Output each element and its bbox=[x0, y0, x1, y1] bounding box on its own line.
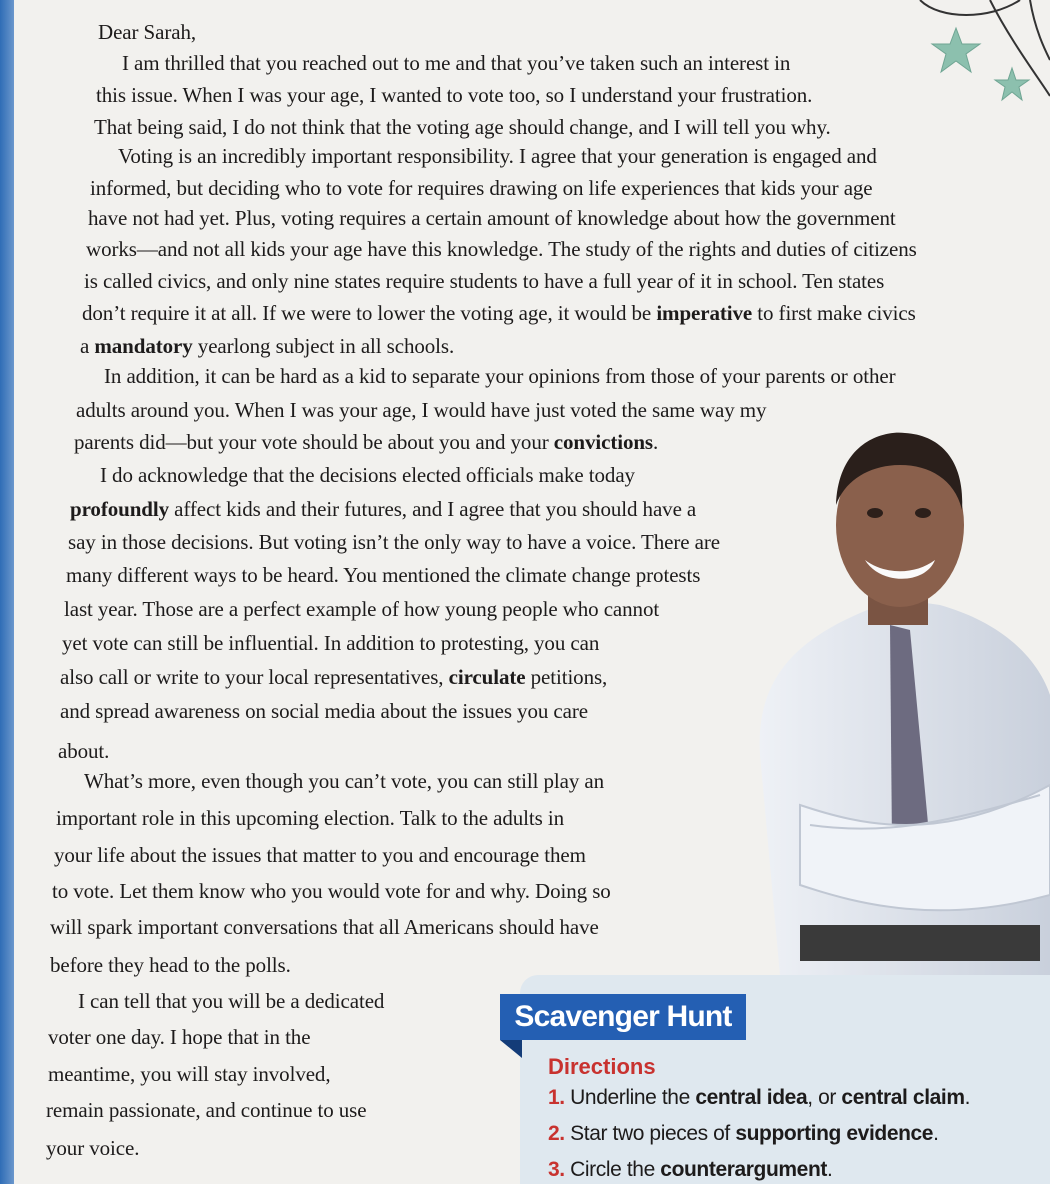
letter-line bbox=[50, 914, 599, 940]
letter-text: I do acknowledge that the decisions elected officials make today bbox=[100, 463, 635, 487]
letter-line bbox=[66, 562, 700, 588]
letter-text: meantime, you will stay involved, bbox=[48, 1062, 331, 1086]
letter-text: before they head to the polls. bbox=[50, 953, 291, 977]
direction-item bbox=[548, 1086, 970, 1110]
letter-text: last year. Those are a perfect example of how young people who cannot bbox=[64, 597, 660, 621]
letter-text: works—and not all kids your age have this knowledge. The study of the rights and duties of citizens bbox=[86, 237, 917, 261]
letter-text: to vote. Let them know who you would vote for and why. Doing so bbox=[52, 879, 611, 903]
vocab-word: imperative bbox=[656, 301, 753, 325]
letter-text: is called civics, and only nine states require students to have a full year of it in school. Ten states bbox=[84, 269, 885, 293]
letter-line bbox=[104, 363, 895, 389]
letter-text: What’s more, even though you can’t vote, you can still play an bbox=[84, 769, 605, 793]
letter-text: affect kids and their futures, and I agree that you should have a bbox=[169, 497, 697, 521]
direction-text: Star two pieces of bbox=[570, 1122, 736, 1145]
letter-line bbox=[62, 630, 599, 656]
letter-text: voter one day. I hope that in the bbox=[48, 1025, 311, 1049]
letter-line bbox=[48, 1024, 310, 1050]
letter-text: a bbox=[80, 334, 95, 358]
letter-text: informed, but deciding who to vote for requires drawing on life experiences that kids your age bbox=[90, 176, 873, 200]
letter-text: also call or write to your local representatives, bbox=[60, 665, 449, 689]
direction-number: 2. bbox=[548, 1122, 565, 1145]
letter-line bbox=[54, 842, 586, 868]
letter-line bbox=[76, 397, 766, 423]
letter-line bbox=[90, 175, 873, 201]
letter-text: I can tell that you will be a dedicated bbox=[78, 989, 385, 1013]
letter-greeting: Dear Sarah, bbox=[98, 20, 197, 44]
directions-heading: Directions bbox=[548, 1054, 656, 1079]
letter-line bbox=[86, 236, 917, 262]
letter-line bbox=[64, 596, 659, 622]
direction-keyword: counterargument bbox=[660, 1158, 827, 1181]
letter-text: adults around you. When I was your age, I would have just voted the same way my bbox=[76, 398, 767, 422]
letter-line bbox=[74, 429, 658, 455]
banner-fold bbox=[500, 1040, 522, 1058]
direction-text: . bbox=[826, 1158, 833, 1181]
direction-text: Circle the bbox=[570, 1158, 661, 1181]
letter-line bbox=[70, 496, 696, 522]
letter-text: many different ways to be heard. You mentioned the climate change protests bbox=[66, 563, 701, 587]
direction-text: . bbox=[933, 1122, 939, 1145]
scavenger-hunt-title: Scavenger Hunt bbox=[500, 994, 746, 1040]
letter-text: remain passionate, and continue to use bbox=[46, 1098, 367, 1122]
letter-line bbox=[94, 114, 831, 140]
letter-text: I am thrilled that you reached out to me and that you’ve taken such an interest in bbox=[122, 51, 791, 75]
letter-text: petitions, bbox=[525, 665, 608, 689]
letter-line bbox=[78, 988, 384, 1014]
letter-line bbox=[82, 300, 916, 326]
letter-text: That being said, I do not think that the voting age should change, and I will tell you why. bbox=[94, 115, 831, 139]
vocab-word: convictions bbox=[553, 430, 654, 454]
vocab-word: profoundly bbox=[70, 497, 169, 521]
letter-text: yearlong subject in all schools. bbox=[192, 334, 455, 358]
letter-text: important role in this upcoming election. Talk to the adults in bbox=[56, 806, 565, 830]
letter-line bbox=[58, 738, 109, 764]
letter-text: have not had yet. Plus, voting requires a certain amount of knowledge about how the government bbox=[88, 206, 896, 230]
direction-text: . bbox=[964, 1086, 971, 1109]
direction-number: 3. bbox=[548, 1158, 565, 1181]
letter-text: In addition, it can be hard as a kid to separate your opinions from those of your parents or other bbox=[104, 364, 896, 388]
direction-keyword: central idea bbox=[695, 1086, 808, 1109]
man-photo bbox=[740, 425, 1050, 975]
letter-line bbox=[50, 952, 291, 978]
letter-text: about. bbox=[58, 739, 110, 763]
letter-text: and spread awareness on social media about the issues you care bbox=[60, 699, 588, 723]
direction-keyword: central claim bbox=[841, 1086, 965, 1109]
letter-line bbox=[80, 333, 454, 359]
direction-keyword: supporting evidence bbox=[735, 1122, 934, 1145]
direction-item bbox=[548, 1122, 939, 1146]
letter-line bbox=[84, 268, 884, 294]
vocab-word: circulate bbox=[448, 665, 526, 689]
letter-text: say in those decisions. But voting isn’t the only way to have a voice. There are bbox=[68, 530, 720, 554]
letter-line bbox=[118, 143, 877, 169]
direction-item bbox=[548, 1158, 832, 1182]
letter-line bbox=[56, 805, 564, 831]
letter-line bbox=[68, 529, 720, 555]
letter-line bbox=[46, 1135, 139, 1161]
vocab-word: mandatory bbox=[94, 334, 193, 358]
letter-line bbox=[52, 878, 611, 904]
letter-text: Voting is an incredibly important responsibility. I agree that your generation is engaged and bbox=[118, 144, 877, 168]
letter-text: parents did—but your vote should be about you and your bbox=[74, 430, 554, 454]
letter-text: yet vote can still be influential. In addition to protesting, you can bbox=[62, 631, 600, 655]
direction-text: , or bbox=[807, 1086, 842, 1109]
letter-line bbox=[122, 50, 790, 76]
letter-text: will spark important conversations that all Americans should have bbox=[50, 915, 599, 939]
direction-text: Underline the bbox=[570, 1086, 696, 1109]
letter-line bbox=[48, 1061, 331, 1087]
letter-line bbox=[96, 82, 812, 108]
letter-line bbox=[84, 768, 604, 794]
letter-line bbox=[60, 664, 607, 690]
letter-text: to first make civics bbox=[752, 301, 916, 325]
letter-text: your voice. bbox=[46, 1136, 140, 1160]
letter-line bbox=[88, 205, 896, 231]
letter-line bbox=[46, 1097, 366, 1123]
direction-number: 1. bbox=[548, 1086, 565, 1109]
letter-text: this issue. When I was your age, I wanted to vote too, so I understand your frustration. bbox=[96, 83, 813, 107]
letter-text: don’t require it at all. If we were to lower the voting age, it would be bbox=[82, 301, 657, 325]
letter-text: your life about the issues that matter to you and encourage them bbox=[54, 843, 586, 867]
letter-line bbox=[60, 698, 588, 724]
letter-line bbox=[100, 462, 635, 488]
letter-text: . bbox=[653, 430, 659, 454]
